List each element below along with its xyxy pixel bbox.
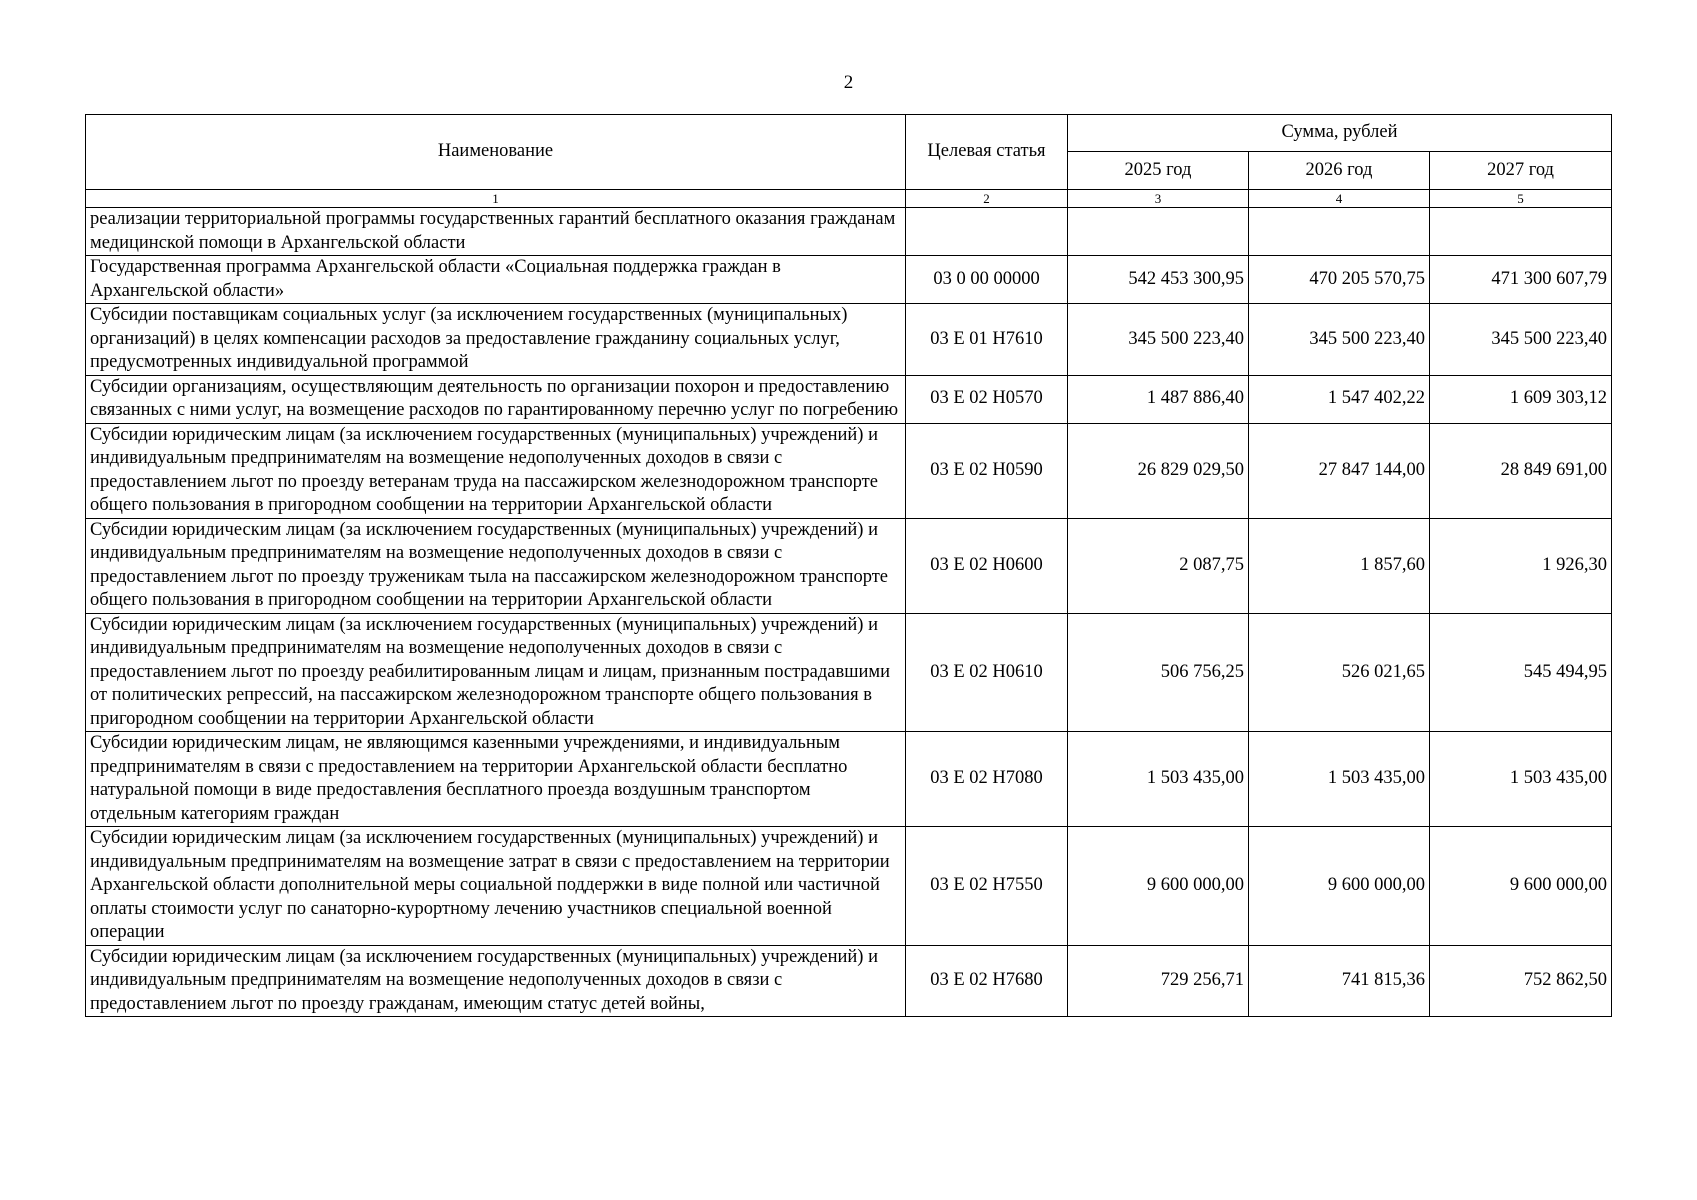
row-amount-2027: 1 609 303,12 [1430,375,1612,423]
row-amount-2026: 1 547 402,22 [1249,375,1430,423]
table-row [86,423,1612,518]
row-amount-2025: 1 487 886,40 [1068,375,1249,423]
row-amount-2026: 470 205 570,75 [1249,256,1430,304]
row-amount-2026: 9 600 000,00 [1249,827,1430,946]
row-name: Субсидии юридическим лицам, не являющимся казенными учреждениями, и индивидуальным предпринимателям в связи с предоставлением на территории Архангельской области бесплатно натуральной помощи в виде предоставления бесплатного проезда воздушным транспортом отдельным категориям граждан [86,732,906,827]
row-amount-2026: 345 500 223,40 [1249,304,1430,376]
row-amount-2027: 1 926,30 [1430,518,1612,613]
column-number: 5 [1430,190,1612,208]
row-name: Субсидии юридическим лицам (за исключением государственных (муниципальных) учреждений) и индивидуальным предпринимателям на возмещение недополученных доходов в связи с предоставлением льгот по проезду реабилитированным лицам и лицам, признанным пострадавшими от политических репрессий, на пассажирском железнодорожном транспорте общего пользования в пригородном сообщении на территории Архангельской области [86,613,906,732]
table-row [86,732,1612,827]
column-number-row [86,190,1612,208]
row-amount-2026: 27 847 144,00 [1249,423,1430,518]
row-amount-2025: 506 756,25 [1068,613,1249,732]
row-amount-2026: 1 503 435,00 [1249,732,1430,827]
row-amount-2026 [1249,208,1430,256]
row-amount-2027: 471 300 607,79 [1430,256,1612,304]
table-row [86,827,1612,946]
row-name: Субсидии организациям, осуществляющим деятельность по организации похорон и предоставлению связанных с ними услуг, на возмещение расходов по гарантированному перечню услуг по погребению [86,375,906,423]
row-code: 03 Е 02 Н7680 [906,945,1068,1017]
row-amount-2025: 729 256,71 [1068,945,1249,1017]
row-amount-2025 [1068,208,1249,256]
row-amount-2025: 1 503 435,00 [1068,732,1249,827]
row-code: 03 Е 02 Н0590 [906,423,1068,518]
row-amount-2027 [1430,208,1612,256]
row-amount-2027: 545 494,95 [1430,613,1612,732]
row-amount-2025: 542 453 300,95 [1068,256,1249,304]
row-amount-2027: 28 849 691,00 [1430,423,1612,518]
row-amount-2027: 752 862,50 [1430,945,1612,1017]
table-row [86,375,1612,423]
row-name: Субсидии юридическим лицам (за исключением государственных (муниципальных) учреждений) и индивидуальным предпринимателям на возмещение недополученных доходов в связи с предоставлением льгот по проезду ветеранам труда на пассажирском железнодорожном транспорте общего пользования в пригородном сообщении на территории Архангельской области [86,423,906,518]
row-amount-2027: 9 600 000,00 [1430,827,1612,946]
row-code: 03 Е 02 Н0600 [906,518,1068,613]
row-name: Государственная программа Архангельской области «Социальная поддержка граждан в Архангельской области» [86,256,906,304]
table-row [86,518,1612,613]
row-amount-2027: 1 503 435,00 [1430,732,1612,827]
row-code: 03 0 00 00000 [906,256,1068,304]
column-number: 4 [1249,190,1430,208]
row-code: 03 Е 02 Н7080 [906,732,1068,827]
table-row [86,613,1612,732]
row-name: Субсидии юридическим лицам (за исключением государственных (муниципальных) учреждений) и индивидуальным предпринимателям на возмещение недополученных доходов в связи с предоставлением льгот по проезду труженикам тыла на пассажирском железнодорожном транспорте общего пользования в пригородном сообщении на территории Архангельской области [86,518,906,613]
header-year-2027: 2027 год [1430,152,1612,190]
row-code: 03 Е 02 Н0610 [906,613,1068,732]
header-code: Целевая статья [906,115,1068,190]
row-code: 03 Е 01 Н7610 [906,304,1068,376]
row-name: Субсидии поставщикам социальных услуг (за исключением государственных (муниципальных) организаций) в целях компенсации расходов за предоставление гражданину социальных услуг, предусмотренных индивидуальной программой [86,304,906,376]
row-amount-2025: 345 500 223,40 [1068,304,1249,376]
row-amount-2027: 345 500 223,40 [1430,304,1612,376]
row-amount-2025: 2 087,75 [1068,518,1249,613]
row-amount-2025: 26 829 029,50 [1068,423,1249,518]
table-row [86,304,1612,376]
column-number: 2 [906,190,1068,208]
row-name: Субсидии юридическим лицам (за исключением государственных (муниципальных) учреждений) и индивидуальным предпринимателям на возмещение затрат в связи с предоставлением на территории Архангельской области дополнительной меры социальной поддержки в виде полной или частичной оплаты стоимости услуг по санаторно-курортному лечению участников специальной военной операции [86,827,906,946]
page-number: 2 [843,72,854,93]
header-sum-group: Сумма, рублей [1068,115,1612,152]
column-number: 1 [86,190,906,208]
column-number: 3 [1068,190,1249,208]
header-year-2026: 2026 год [1249,152,1430,190]
table-row [86,945,1612,1017]
budget-table [85,114,1612,1017]
row-code: 03 Е 02 Н0570 [906,375,1068,423]
table-row [86,208,1612,256]
row-amount-2026: 1 857,60 [1249,518,1430,613]
row-name: реализации территориальной программы государственных гарантий бесплатного оказания гражданам медицинской помощи в Архангельской области [86,208,906,256]
row-amount-2025: 9 600 000,00 [1068,827,1249,946]
table-row [86,256,1612,304]
row-amount-2026: 741 815,36 [1249,945,1430,1017]
row-amount-2026: 526 021,65 [1249,613,1430,732]
row-code [906,208,1068,256]
row-name: Субсидии юридическим лицам (за исключением государственных (муниципальных) учреждений) и индивидуальным предпринимателям на возмещение недополученных доходов в связи с предоставлением льгот по проезду гражданам, имеющим статус детей войны, [86,945,906,1017]
row-code: 03 Е 02 Н7550 [906,827,1068,946]
header-year-2025: 2025 год [1068,152,1249,190]
header-name: Наименование [86,115,906,190]
